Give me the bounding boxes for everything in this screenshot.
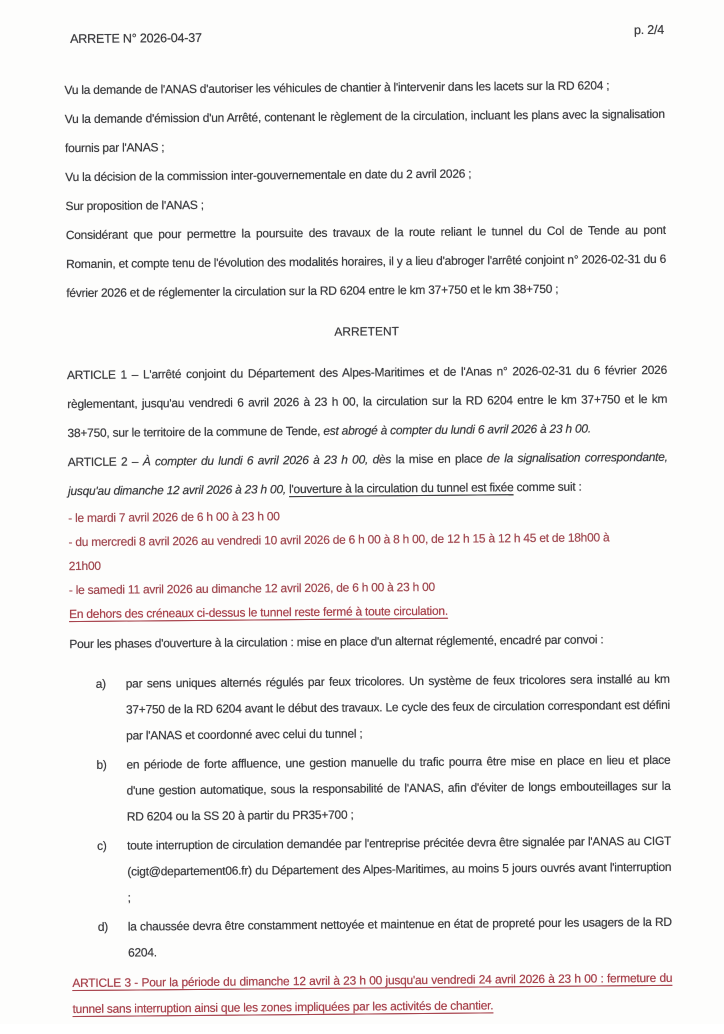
schedule-line-weekend: - le samedi 11 avril 2026 au dimanche 12 avril 2026, de 6 h 00 à 23 h 00 [68, 579, 435, 598]
article-2-normal-1: la mise en place [391, 451, 487, 467]
alternat-item-c-text: toute interruption de circulation demandée par l'entreprise précitée devra être signalée par l'ANAS au CIGT (cigt@departement06.fr) du Département des Alpes-Maritimes, au moins 5 jours ouvrés avant l'interruption ; [127, 833, 672, 905]
schedule-line-tuesday: - le mardi 7 avril 2026 de 6 h 00 à 23 h 00 [68, 509, 280, 526]
alternat-item-b-marker: b) [96, 757, 107, 772]
article-2-normal-2: comme suit : [513, 479, 582, 495]
vu-clause-2: Vu la demande d'émission d'un Arrêté, contenant le règlement de la circulation, incluant les plans avec la signalisation fournis par l'ANAS ; [64, 106, 665, 156]
article-1-text: ARTICLE 1 – L'arrêté conjoint du Département des Alpes-Maritimes et de l'Anas n° 2026-02-31 du 6 février 2026 règlementant, jusqu'au vendredi 6 avril 2026 à 23 h 00, la circulation sur la RD 6204 entre le km 37+750 et le km 38+750, sur le territoire de la commune de Tende, [66, 362, 668, 441]
alternat-item-b [70, 747, 671, 830]
vu-clause-3: Vu la décision de la commission inter-gouvernementale en date du 2 avril 2026 ; [65, 166, 472, 185]
alternat-item-d [72, 909, 672, 966]
article-2-italic-1: À compter du lundi 6 avril 2026 à 23 h 00, dès [142, 452, 392, 469]
alternat-item-d-marker: d) [97, 919, 109, 934]
alternat-intro: Pour les phases d'ouverture à la circulation : mise en place d'un alternat réglementé, encadré par convoi : [69, 632, 604, 652]
alternat-item-c [71, 828, 672, 911]
sur-proposition-clause: Sur proposition de l'ANAS ; [65, 197, 204, 214]
arretent-heading: ARRETENT [334, 324, 400, 339]
alternat-item-d-text: la chaussée devra être constamment nettoyée et maintenue en état de propreté pour les usagers de la RD 6204. [127, 914, 672, 960]
vu-clause-1: Vu la demande de l'ANAS d'autoriser les véhicules de chantier à l'intervenir dans les lacets sur la RD 6204 ; [64, 78, 610, 98]
document-content [64, 22, 673, 1034]
article-1-paragraph [67, 356, 668, 448]
alternat-item-a-text: par sens uniques alternés régulés par feux tricolores. Un système de feux tricolores sera installé au km 37+750 de la RD 6204 avant le début des travaux. Le cycle des feux de circulation correspondant est défini par l'ANAS et coordonné avec celui du tunnel ; [125, 671, 670, 743]
article-2-label: ARTICLE 2 – [67, 454, 143, 470]
opening-schedule [68, 501, 669, 626]
document-header [70, 22, 665, 47]
article-1-abrogation-italic: est abrogé à compter du lundi 6 avril 2026 à 23 h 00. [323, 421, 591, 438]
article-2-underlined-clause: l'ouverture à la circulation du tunnel est fixée [288, 480, 514, 497]
schedule-line-wed-fri-overflow: 21h00 [68, 558, 101, 574]
schedule-line-wed-fri: - du mercredi 8 avril 2026 au vendredi 10 avril 2026 de 6 h 00 à 8 h 00, de 12 h 15 à 12 h 45 et de 18h00 à [68, 530, 610, 550]
alternat-item-a [70, 666, 671, 749]
page-number: p. 2/4 [633, 22, 665, 38]
article-2-paragraph [68, 443, 668, 506]
arrete-number: ARRETE N° 2026-04-37 [70, 30, 202, 47]
article-2-italic-2: de la signalisation correspondante, jusqu'au dimanche 12 avril 2026 à 23 h 00, [67, 449, 668, 499]
alternat-item-b-text: en période de forte affluence, une gestion manuelle du trafic pourra être mise en place en lieu et place d'une gestion automatique, sous la responsabilité de l'ANAS, afin d'éviter de longs embouteillages sur la RD 6204 ou la SS 20 à partir du PR35+700 ; [126, 752, 671, 824]
considerant-clause: Considérant que pour permettre la poursuite des travaux de la route reliant le tunnel du Col de Tende au pont Romanin, et compte tenu de l'évolution des modalités horaires, il y a lieu d'abroger l'arrêté conjoint n° 2026-02-31 du 6 février 2026 et de réglementer la circulation sur la RD 6204 entre le km 37+750 et le km 38+750 ; [65, 222, 667, 301]
alternat-item-c-marker: c) [97, 838, 107, 853]
alternat-item-a-marker: a) [95, 676, 106, 691]
article-3-paragraph: ARTICLE 3 - Pour la période du dimanche 12 avril à 23 h 00 jusqu'au vendredi 24 avril 2026 à 23 h 00 : fermeture du tunnel sans interruption ainsi que les zones impliquées par les activités de chantier. [72, 970, 673, 1017]
alternat-list [70, 666, 673, 966]
tunnel-closure-note: En dehors des créneaux ci-dessus le tunnel reste fermé à toute circulation. [69, 603, 448, 622]
